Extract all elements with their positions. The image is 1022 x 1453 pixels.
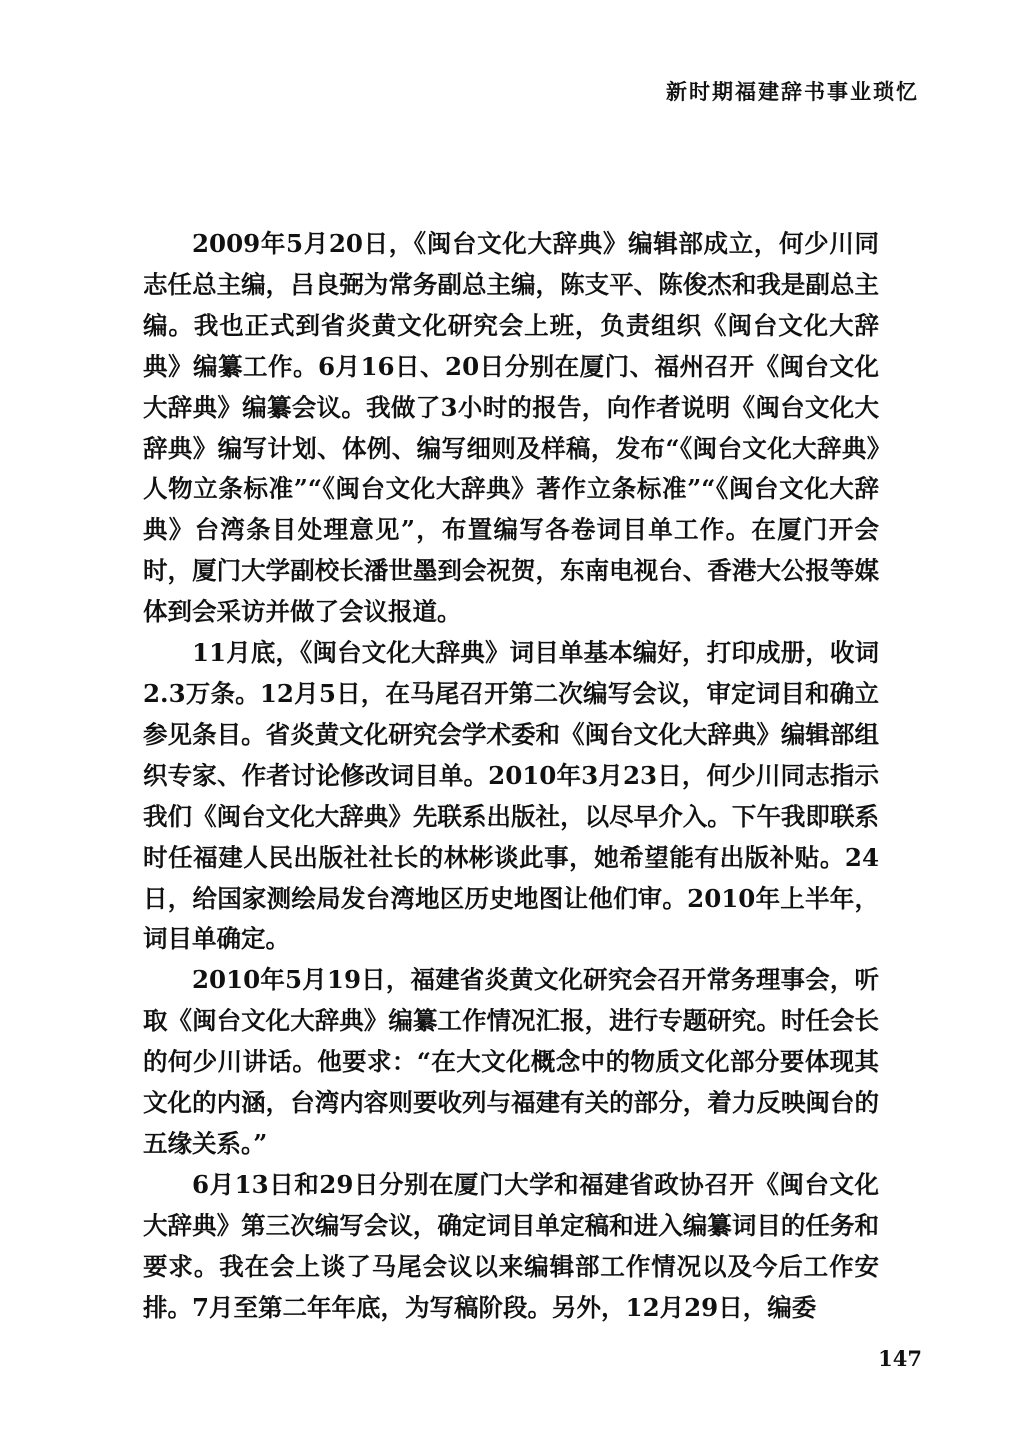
running-header-title: 新时期福建辞书事业琐忆 [666, 79, 919, 104]
paragraph-2: 11月底，《闽台文化大辞典》词目单基本编好，打印成册，收词2.3万条。12月5日，在马尾召开第二次编写会议，审定词目和确立参见条目。省炎黄文化研究会学术委和《闽台文化大辞典》编辑部组织专家、作者讨论修改词目单。2010年3月23日，何少川同志指示我们《闽台文化大辞典》先联系出版社，以尽早介入。下午我即联系时任福建人民出版社社长的林彬谈此事，她希望能有出版补贴。24日，给国家测绘局发台湾地区历史地图让他们审。2010年上半年，词目单确定。 [143, 638, 879, 954]
page-number: 147 [878, 1346, 922, 1371]
paragraph-4: 6月13日和29日分别在厦门大学和福建省政协召开《闽台文化大辞典》第三次编写会议，确定词目单定稿和进入编纂词目的任务和要求。我在会上谈了马尾会议以来编辑部工作情况以及今后工作安排。7月至第二年年底，为写稿阶段。另外，12月29日，编委 [143, 1169, 879, 1322]
paragraph-1: 2009年5月20日，《闽台文化大辞典》编辑部成立，何少川同志任总主编，吕良弼为常务副总主编，陈支平、陈俊杰和我是副总主编。我也正式到省炎黄文化研究会上班，负责组织《闽台文化大辞典》编纂工作。6月16日、20日分别在厦门、福州召开《闽台文化大辞典》编纂会议。我做了3小时的报告，向作者说明《闽台文化大辞典》编写计划、体例、编写细则及样稿，发布“《闽台文化大辞典》人物立条标准”“《闽台文化大辞典》著作立条标准”“《闽台文化大辞典》台湾条目处理意见”，布置编写各卷词目单工作。在厦门开会时，厦门大学副校长潘世墨到会祝贺，东南电视台、香港大公报等媒体到会采访并做了会议报道。 [143, 229, 879, 627]
body-text [143, 224, 879, 1328]
paragraph-3: 2010年5月19日，福建省炎黄文化研究会召开常务理事会，听取《闽台文化大辞典》编纂工作情况汇报，进行专题研究。时任会长的何少川讲话。他要求：“在大文化概念中的物质文化部分要体现其文化的内涵，台湾内容则要收列与福建有关的部分，着力反映闽台的五缘关系。” [143, 965, 879, 1158]
